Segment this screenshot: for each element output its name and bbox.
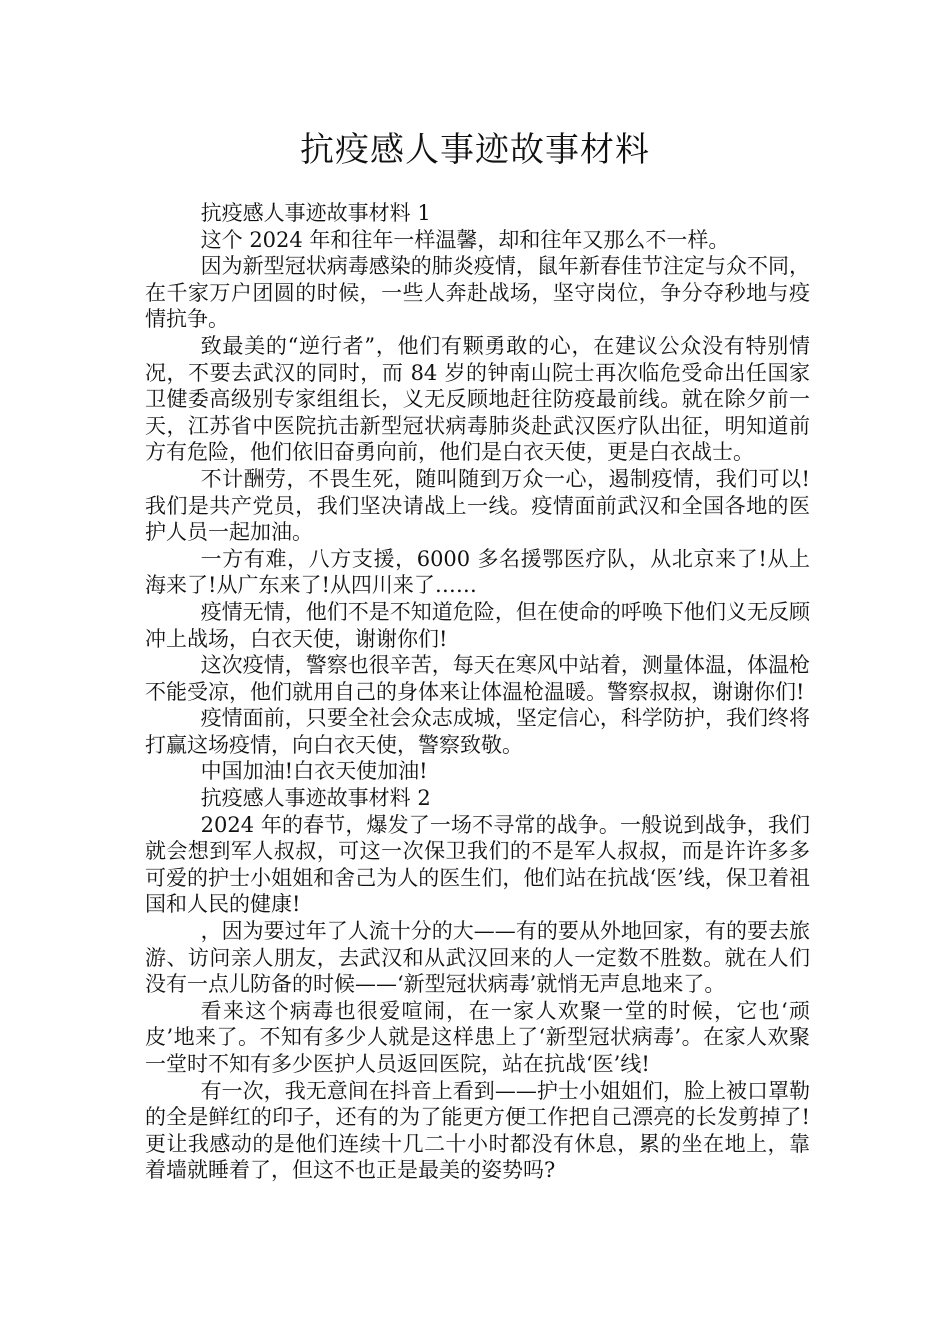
paragraph: 这次疫情，警察也很辛苦，每天在寒风中站着，测量体温，体温枪不能受凉，他们就用自己的身体来让体温枪温暖。警察叔叔，谢谢你们! <box>145 653 810 704</box>
paragraph: 这个 2024 年和往年一样温馨，却和往年又那么不一样。 <box>200 227 730 252</box>
paragraph: 疫情面前，只要全社会众志成城，坚定信心，科学防护，我们终将打赢这场疫情，向白衣天使，警察致敬。 <box>145 706 810 757</box>
paragraph: 疫情无情，他们不是不知道危险，但在使命的呼唤下他们义无反顾冲上战场，白衣天使，谢谢你们! <box>145 599 810 651</box>
paragraph: ，因为要过年了人流十分的大——有的要从外地回家，有的要去旅游、访问亲人朋友，去武汉和从武汉回来的人一定数不胜数。就在人们没有一点儿防备的时候——‘新型冠状病毒’就悄无声息地来了。 <box>145 919 810 997</box>
paragraph: 看来这个病毒也很爱喧闹，在一家人欢聚一堂的时候，它也‘顽皮’地来了。不知有多少人就是这样患上了‘新型冠状病毒’。在家人欢聚一堂时不知有多少医护人员返回医院，站在抗战‘医’线! <box>145 998 810 1076</box>
paragraph: 2024 年的春节，爆发了一场不寻常的战争。一般说到战争，我们就会想到军人叔叔，可这一次保卫我们的不是军人叔叔，而是许许多多可爱的护士小姐姐和舍己为人的医生们，他们站在抗战‘医’线，保卫着祖国和人民的健康! <box>145 812 810 917</box>
paragraph: 一方有难，八方支援，6000 多名援鄂医疗队，从北京来了!从上海来了!从广东来了!从四川来了…… <box>145 546 810 598</box>
document-body <box>145 200 810 1184</box>
paragraph: 有一次，我无意间在抖音上看到——护士小姐姐们，脸上被口罩勒的全是鲜红的印子，还有的为了能更方便工作把自己漂亮的长发剪掉了!更让我感动的是他们连续十几二十小时都没有休息，累的坐在地上，靠着墙就睡着了，但这不也正是最美的姿势吗? <box>145 1078 810 1183</box>
paragraph: 中国加油!白衣天使加油! <box>200 759 428 784</box>
document-title: 抗疫感人事迹故事材料 <box>300 130 650 170</box>
section-heading-1: 抗疫感人事迹故事材料 1 <box>200 201 431 225</box>
paragraph: 致最美的“逆行者”，他们有颗勇敢的心，在建议公众没有特别情况，不要去武汉的同时，而 84 岁的钟南山院士再次临危受命出任国家卫健委高级别专家组组长，义无反顾地赶往防疫最前线。就在除夕前一天，江苏省中医院抗击新型冠状病毒肺炎赴武汉医疗队出征，明知道前方有危险，他们依旧奋勇向前，他们是白衣天使，更是白衣战士。 <box>145 333 810 465</box>
section-heading-2: 抗疫感人事迹故事材料 2 <box>200 786 431 811</box>
paragraph: 因为新型冠状病毒感染的肺炎疫情，鼠年新春佳节注定与众不同，在千家万户团圆的时候，一些人奔赴战场，坚守岗位，争分夺秒地与疫情抗争。 <box>145 254 810 332</box>
paragraph: 不计酬劳，不畏生死，随叫随到万众一心，遏制疫情，我们可以!我们是共产党员，我们坚决请战上一线。疫情面前武汉和全国各地的医护人员一起加油。 <box>145 466 810 545</box>
